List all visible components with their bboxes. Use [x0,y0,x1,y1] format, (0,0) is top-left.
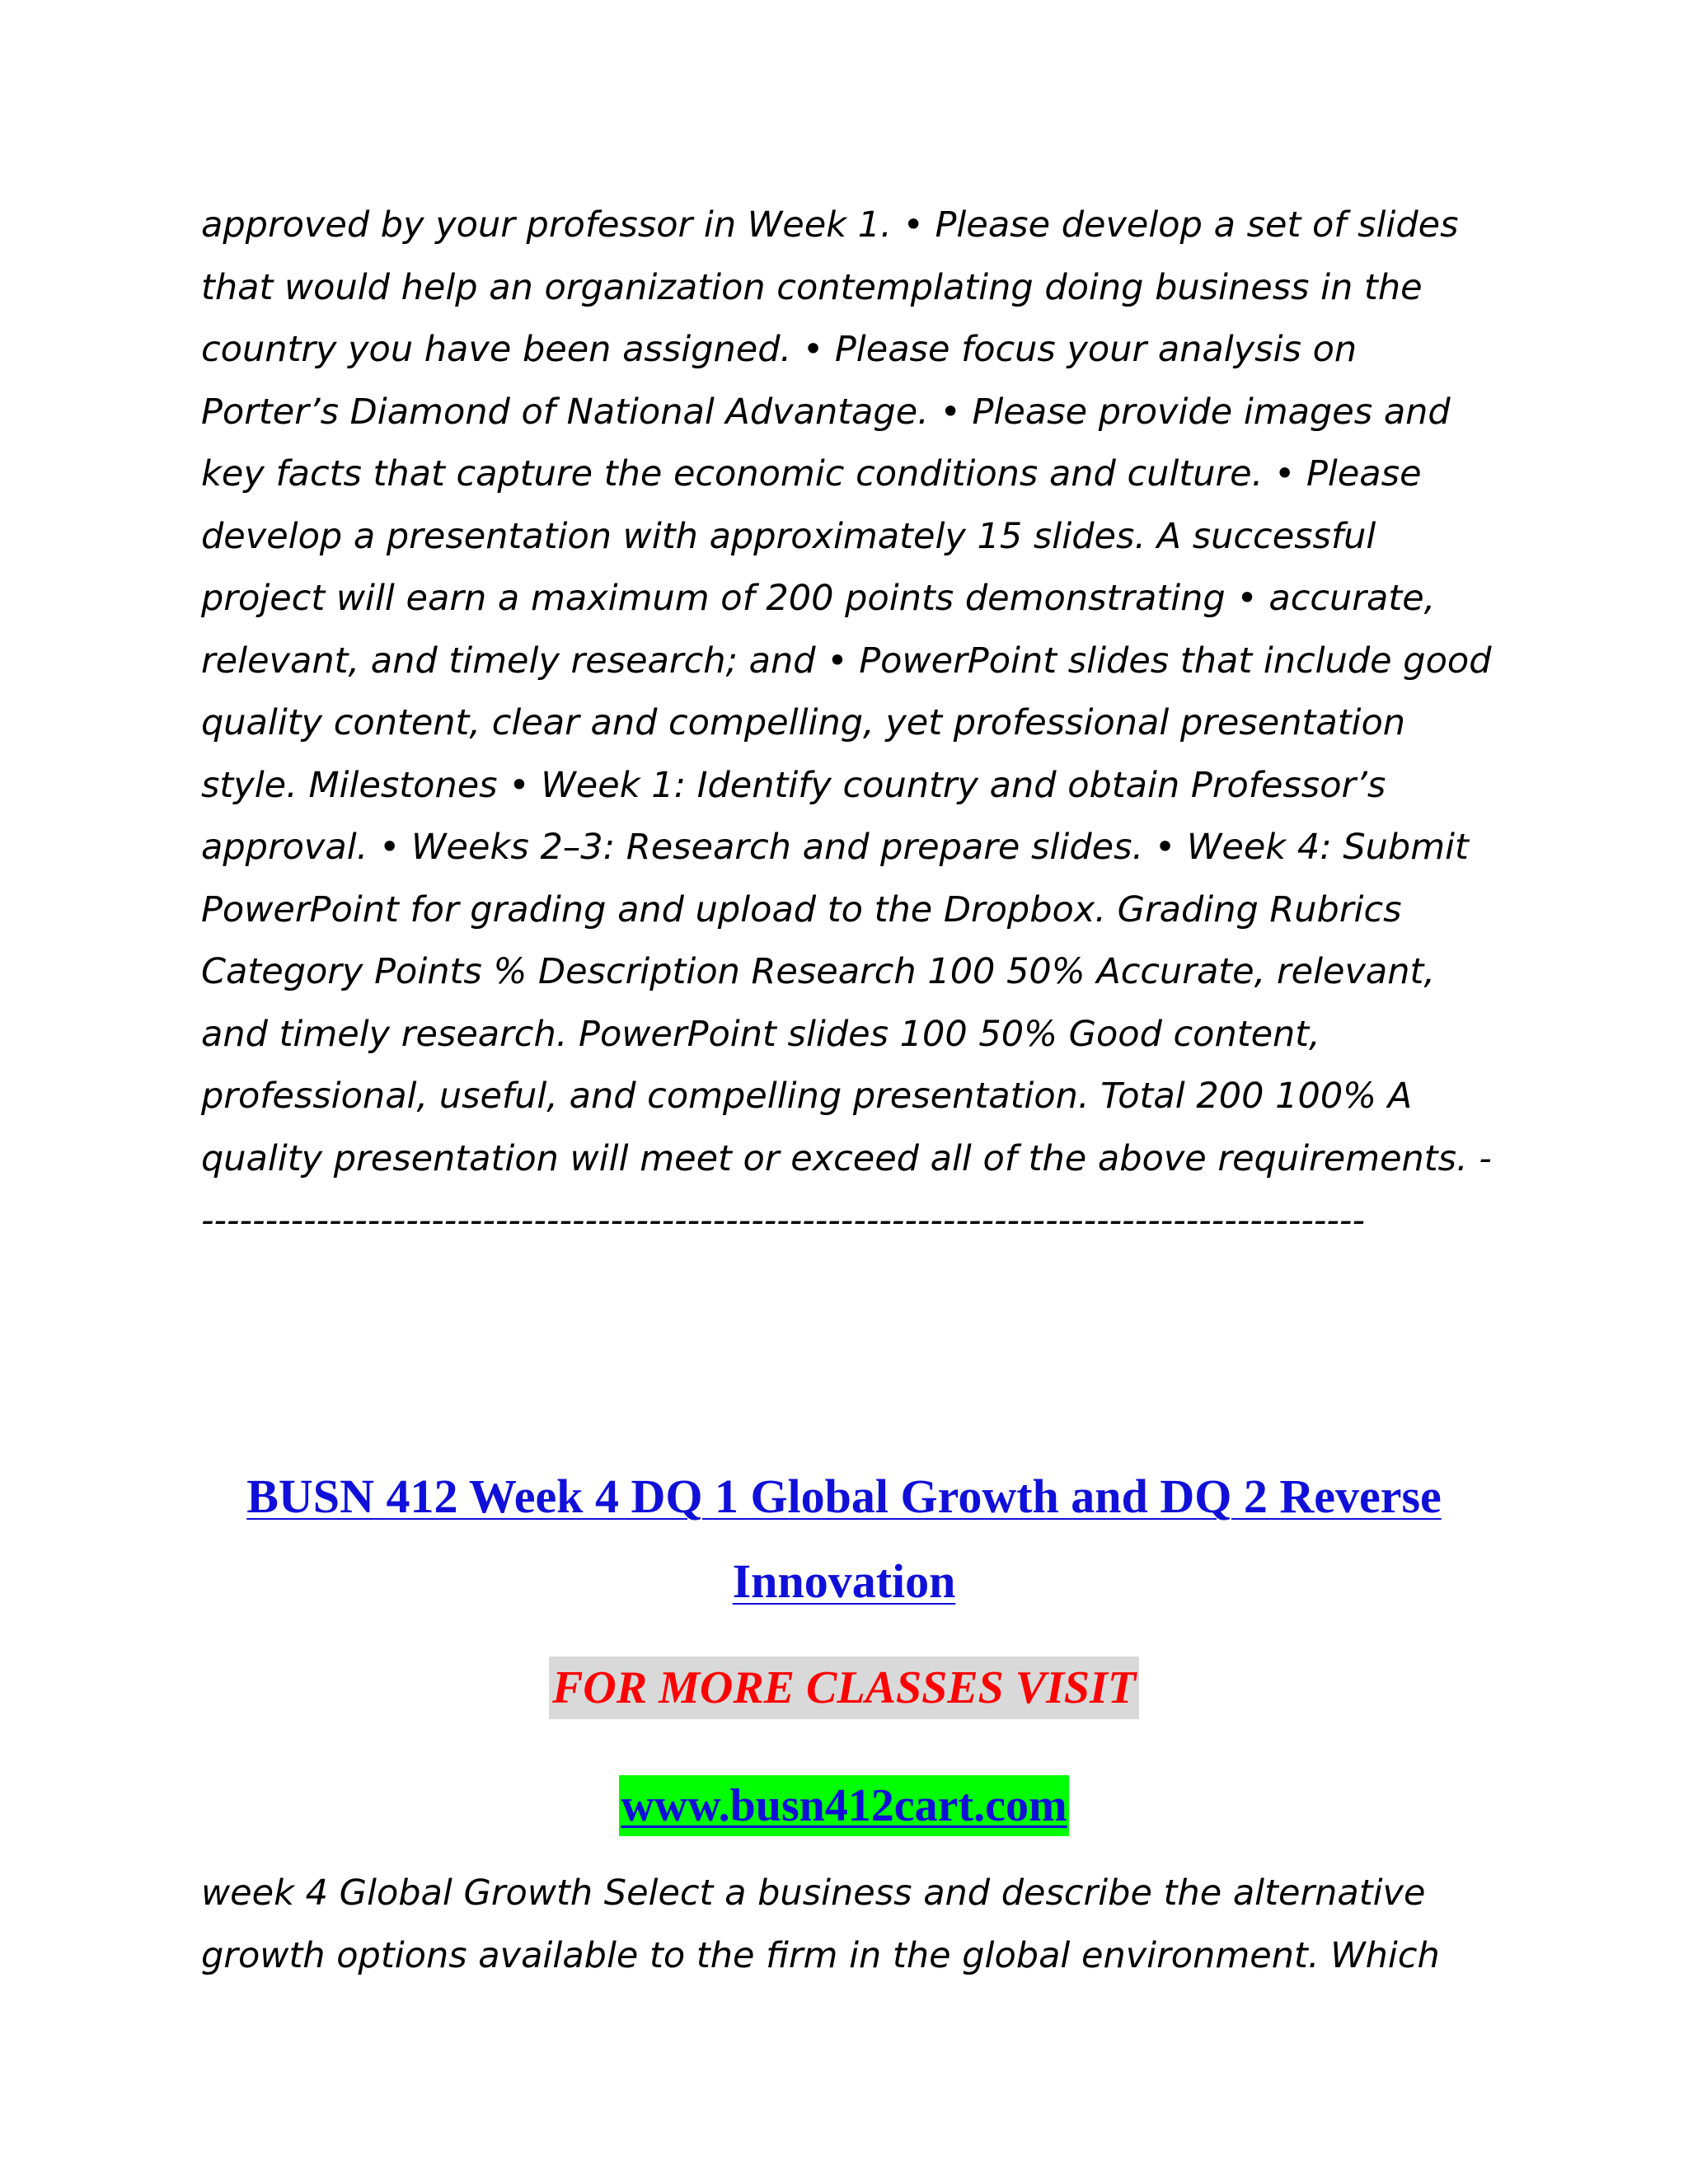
text-line: approved by your professor in Week 1. • Please develop a set of slides [201,204,1459,246]
text-line: country you have been assigned. • Please focus your analysis on [201,329,1357,370]
site-url-link[interactable]: www.busn412cart.com [619,1775,1068,1836]
text-line: quality presentation will meet or exceed all of the above requirements. - [201,1137,1492,1179]
assignment-text-block [201,194,1503,1253]
text-line: style. Milestones • Week 1: Identify country and obtain Professor’s [201,764,1386,806]
text-line: Porter’s Diamond of National Advantage. • Please provide images and [201,391,1451,433]
text-line: PowerPoint for grading and upload to the Dropbox. Grading Rubrics [201,888,1402,930]
title-link-text-1[interactable]: BUSN 412 Week 4 DQ 1 Global Growth and DQ 2 Reverse [246,1469,1442,1523]
text-line: approval. • Weeks 2–3: Research and prepare slides. • Week 4: Submit [201,827,1469,868]
cta-container [0,1657,1688,1719]
title-line-2 [0,1539,1688,1624]
title-line-1 [0,1454,1688,1539]
text-line: growth options available to the firm in the global environment. Which [201,1934,1440,1976]
title-link-text-2[interactable]: Innovation [732,1554,956,1608]
text-line: week 4 Global Growth Select a business and describe the alternative [201,1872,1426,1914]
text-line: professional, useful, and compelling presentation. Total 200 100% A [201,1076,1413,1117]
text-line: Category Points % Description Research 100 50% Accurate, relevant, [201,951,1436,992]
text-line: relevant, and timely research; and • PowerPoint slides that include good [201,640,1492,682]
text-line: and timely research. PowerPoint slides 100 50% Good content, [201,1013,1320,1055]
text-line: quality content, clear and compelling, yet professional presentation [201,702,1406,743]
text-line: develop a presentation with approximately 15 slides. A successful [201,515,1376,557]
separator-dashes: ------------------------------------------------------------------------------------------- [201,1200,1365,1241]
url-container [0,1775,1688,1836]
more-classes-cta: FOR MORE CLASSES VISIT [549,1657,1139,1719]
text-line: key facts that capture the economic conditions and culture. • Please [201,453,1422,494]
text-line: project will earn a maximum of 200 points demonstrating • accurate, [201,578,1436,619]
text-line: that would help an organization contemplating doing business in the [201,266,1423,308]
discussion-text-block [201,1863,1503,1987]
course-title-link[interactable] [0,1454,1688,1624]
